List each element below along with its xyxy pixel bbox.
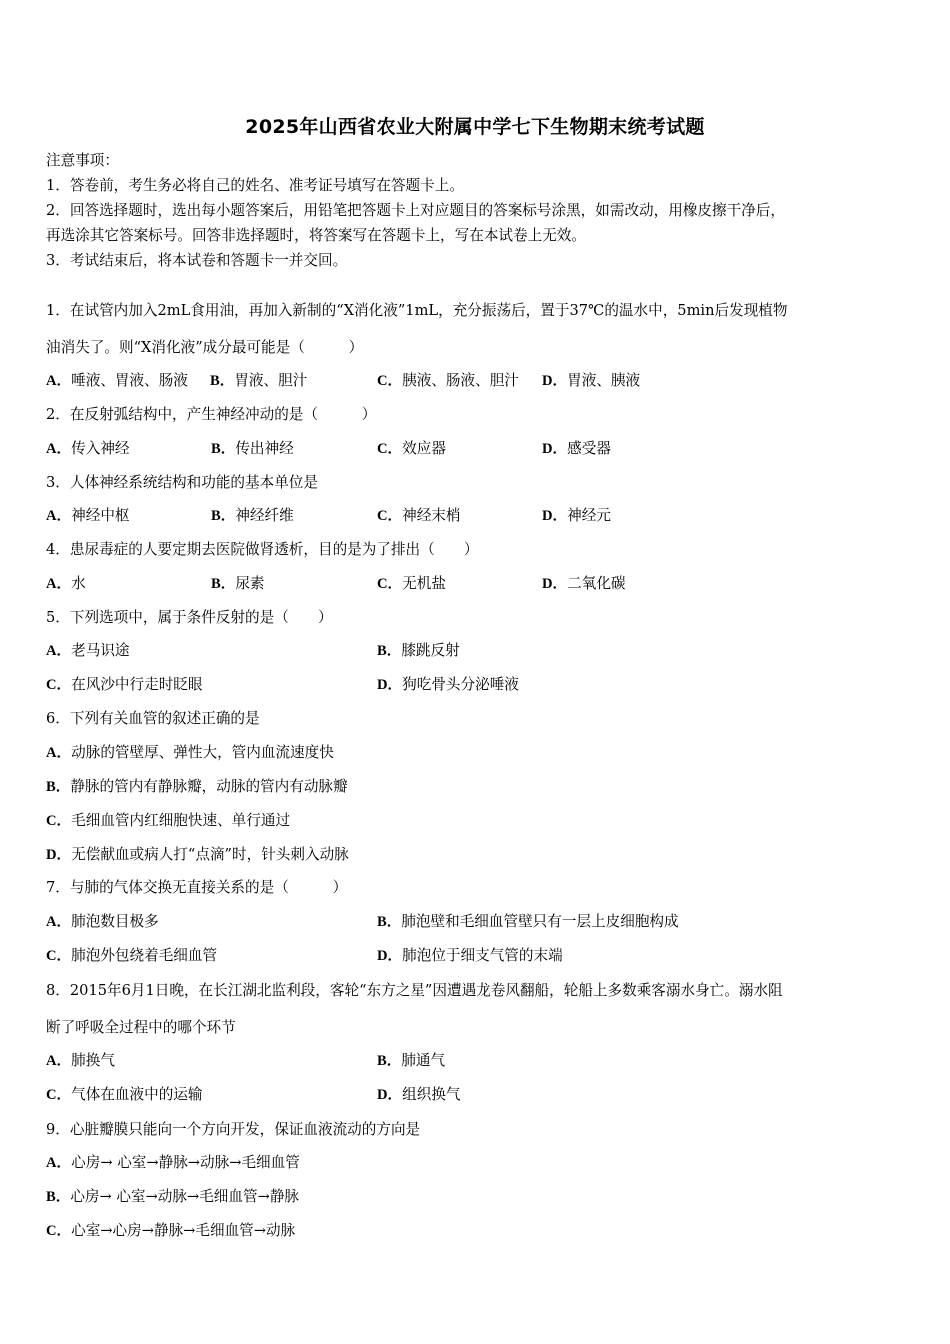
question-6-option-d: D．无偿献血或病人打“点滴”时，针头刺入动脉 — [46, 846, 349, 863]
question-2-option-a: A．传入神经 — [46, 440, 130, 457]
question-4-option-d: D．二氧化碳 — [542, 575, 626, 592]
question-4-stem: 4．患尿毒症的人要定期去医院做肾透析，目的是为了排出（ ） — [46, 541, 479, 558]
notice-item-3: 3．考试结束后，将本试卷和答题卡一并交回。 — [46, 252, 348, 269]
question-5-option-b: B．膝跳反射 — [377, 642, 460, 659]
question-8-option-c: C．气体在血液中的运输 — [46, 1086, 203, 1103]
question-5-stem: 5．下列选项中，属于条件反射的是（ ） — [46, 609, 333, 626]
question-3-option-c: C．神经末梢 — [377, 507, 461, 524]
question-6-option-c: C．毛细血管内红细胞快速、单行通过 — [46, 812, 291, 829]
question-3-option-a: A．神经中枢 — [46, 507, 130, 524]
question-7-stem: 7．与肺的气体交换无直接关系的是（ ） — [46, 879, 348, 896]
question-4-option-a: A．水 — [46, 575, 86, 592]
question-4-option-c: C．无机盐 — [377, 575, 446, 592]
question-1-stem-cont: 油消失了。则“X消化液”成分最可能是（ ） — [46, 339, 364, 356]
question-2-option-d: D．感受器 — [542, 440, 611, 457]
question-7-option-b: B．肺泡壁和毛细血管壁只有一层上皮细胞构成 — [377, 913, 679, 930]
question-1-option-d: D．胃液、胰液 — [542, 372, 641, 389]
notice-heading: 注意事项： — [46, 152, 119, 169]
question-7-option-d: D．肺泡位于细支气管的末端 — [377, 947, 563, 964]
question-4-option-b: B．尿素 — [211, 575, 265, 592]
question-9-stem: 9．心脏瓣膜只能向一个方向开发，保证血液流动的方向是 — [46, 1121, 421, 1138]
question-2-stem: 2．在反射弧结构中，产生神经冲动的是（ ） — [46, 406, 377, 423]
question-1-option-c: C．胰液、肠液、胆汁 — [377, 372, 519, 389]
question-5-option-d: D．狗吃骨头分泌唾液 — [377, 676, 519, 693]
notice-item-2: 2．回答选择题时，选出每小题答案后，用铅笔把答题卡上对应题目的答案标号涂黑，如需改动，用橡皮擦干净后， — [46, 202, 785, 219]
question-1-stem: 1．在试管内加入2mL食用油，再加入新制的“X消化液”1mL，充分振荡后，置于37℃的温水中，5min后发现植物 — [46, 302, 788, 319]
question-3-option-b: B．神经纤维 — [211, 507, 294, 524]
question-3-option-d: D．神经元 — [542, 507, 611, 524]
question-5-option-c: C．在风沙中行走时眨眼 — [46, 676, 203, 693]
question-8-stem-cont: 断了呼吸全过程中的哪个环节 — [46, 1019, 236, 1036]
question-9-option-a: A．心房→ 心室→静脉→动脉→毛细血管 — [46, 1154, 300, 1171]
question-6-option-b: B．静脉的管内有静脉瓣，动脉的管内有动脉瓣 — [46, 778, 348, 795]
question-5-option-a: A．老马识途 — [46, 642, 130, 659]
question-2-option-c: C．效应器 — [377, 440, 446, 457]
question-6-option-a: A．动脉的管壁厚、弹性大，管内血流速度快 — [46, 744, 334, 761]
question-1-option-b: B．胃液、胆汁 — [210, 372, 308, 389]
question-7-option-a: A．肺泡数目极多 — [46, 913, 159, 930]
question-2-option-b: B．传出神经 — [211, 440, 294, 457]
notice-item-2-cont: 再选涂其它答案标号。回答非选择题时，将答案写在答题卡上，写在本试卷上无效。 — [46, 227, 586, 244]
question-7-option-c: C．肺泡外包绕着毛细血管 — [46, 947, 218, 964]
question-6-stem: 6．下列有关血管的叙述正确的是 — [46, 710, 260, 727]
question-8-option-b: B．肺通气 — [377, 1052, 446, 1069]
question-8-stem: 8．2015年6月1日晚，在长江湖北监利段，客轮“东方之星”因遭遇龙卷风翻船，轮船上多数乘客溺水身亡。溺水阻 — [46, 982, 783, 999]
question-9-option-c: C．心室→心房→静脉→毛细血管→动脉 — [46, 1222, 296, 1239]
question-3-stem: 3．人体神经系统结构和功能的基本单位是 — [46, 474, 318, 491]
question-8-option-a: A．肺换气 — [46, 1052, 115, 1069]
question-8-option-d: D．组织换气 — [377, 1086, 461, 1103]
question-9-option-b: B．心房→ 心室→动脉→毛细血管→静脉 — [46, 1188, 300, 1205]
page-title: 2025年山西省农业大附属中学七下生物期末统考试题 — [245, 116, 705, 138]
question-1-option-a: A．唾液、胃液、肠液 — [46, 372, 188, 389]
notice-item-1: 1．答卷前，考生务必将自己的姓名、准考证号填写在答题卡上。 — [46, 177, 464, 194]
